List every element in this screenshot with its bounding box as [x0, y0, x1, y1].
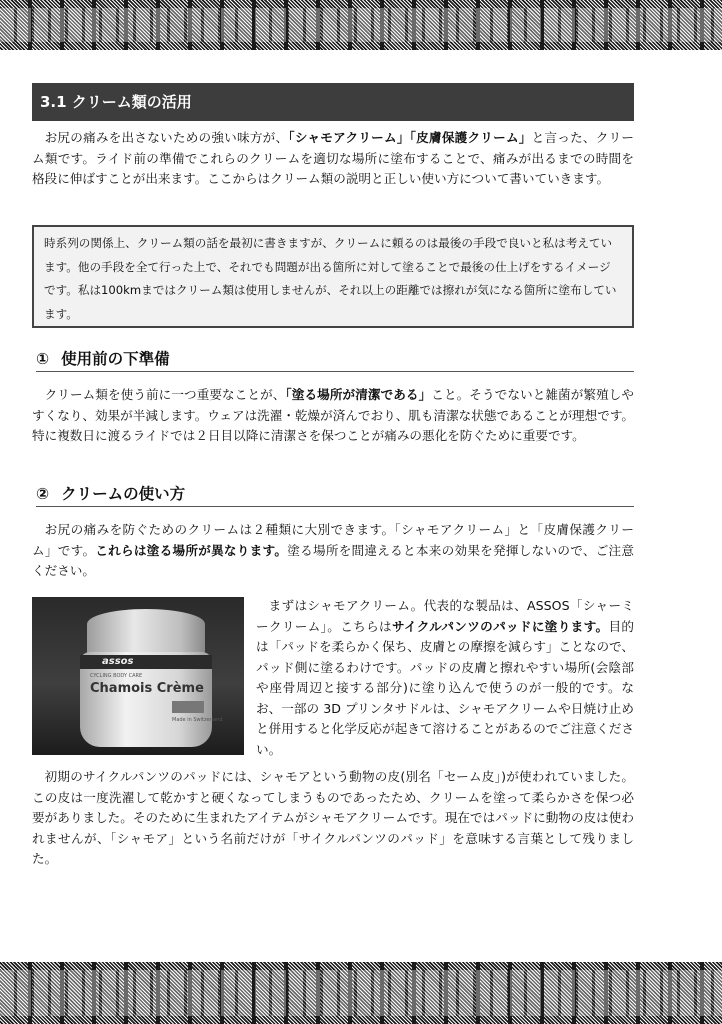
history-paragraph: 初期のサイクルパンツのパッドには、シャモアという動物の皮(別名「セーム皮」)が使われていました。この皮は一度洗濯して乾かすと硬くなってしまうものであったため、クリームを塗って柔らかさを保つ必要がありました。そのために生まれたアイテムがシャモアクリームです。現在ではパッドに動物の皮は使われませんが、「シャモア」という名前だけが「サイクルパンツのパッド」を意味する言葉として残りました。: [32, 769, 634, 866]
jar-label: [172, 701, 204, 713]
intro-text-1: お尻の痛みを出さないための強い味方が、: [44, 130, 289, 145]
subheading-preparation: [36, 347, 634, 372]
prep-text-2: こと。そうでないと雑菌が繁殖しやすくなり、効果が半減します。ウェアは洗濯・乾燥が済んでおり、肌も清潔な状態であることが理想です。特に複数日に渡るライドでは２日目以降に清潔さを保つことが痛みの悪化を防ぐために重要です。: [32, 387, 635, 443]
intro-paragraph: [32, 128, 634, 190]
subheading-number: ②: [36, 485, 50, 503]
top-decorative-border: [0, 0, 722, 50]
prep-bold: 「塗る場所が清潔である」: [285, 387, 432, 402]
subheading-text: クリームの使い方: [61, 485, 186, 503]
product-paragraph: [256, 596, 634, 760]
product-text-1: まずはシャモアクリーム。代表的な製品は、ASSOS「シャーミークリーム」。こちらは: [256, 598, 634, 634]
brand-logo: assos: [102, 656, 134, 667]
product-bold: サイクルパンツのパッドに塗ります。: [391, 618, 609, 634]
intro-bold: 「シャモアクリーム」「皮膚保護クリーム」: [288, 130, 532, 145]
section-title: 3.1 クリーム類の活用: [32, 83, 634, 121]
subheading-text: 使用前の下準備: [61, 350, 170, 368]
subheading-number: ①: [36, 350, 50, 368]
jar-product-name: Chamois Crème: [90, 681, 204, 696]
bottom-decorative-border: [0, 962, 722, 1024]
subheading-usage: [36, 482, 634, 507]
usage-text-2: 塗る場所を間違えると本来の効果を発揮しないので、ご注意ください。: [32, 542, 635, 578]
usage-bold: これらは塗る場所が異なります。: [95, 542, 288, 558]
chamois-cream-photo: [32, 597, 244, 755]
prep-text-1: クリーム類を使う前に一つ重要なことが、: [44, 387, 286, 402]
jar-subtitle: CYCLING BODY CARE: [90, 673, 143, 679]
intro-text-2: と言った、クリーム類です。ライド前の準備でこれらのクリームを適切な場所に塗布することで、痛みが出るまでの時間を格段に伸ばすことが出来ます。ここからはクリーム類の説明と正しい使い方について書いていきます。: [32, 130, 635, 186]
jar-made-in: Made in Switzerland: [172, 717, 223, 723]
usage-text-1: お尻の痛みを防ぐためのクリームは２種類に大別できます。「シャモアクリーム」と「皮膚保護クリーム」です。: [32, 522, 634, 558]
preparation-paragraph: [32, 385, 634, 447]
product-text-2: 目的は「パッドを柔らかく保ち、皮膚との摩擦を減らす」ことなので、パッド側に塗るわけです。パッドの皮膚と擦れやすい場所(会陰部や座骨周辺と接する部分)に塗り込んで使うのが一般的です。なお、一部の 3D プリンタサドルは、シャモアクリームや日焼け止めと併用すると化学反応が起きて溶けることがあるのでご注意ください。: [256, 618, 634, 757]
note-box: 時系列の関係上、クリーム類の話を最初に書きますが、クリームに頼るのは最後の手段で良いと私は考えています。他の手段を全て行った上で、それでも問題が出る箇所に対して塗ることで最後の仕上げをするイメージです。私は100kmまではクリーム類は使用しませんが、それ以上の距離では擦れが気になる箇所に塗布しています。: [32, 225, 634, 328]
jar-band: [80, 655, 212, 669]
usage-paragraph: [32, 520, 634, 582]
